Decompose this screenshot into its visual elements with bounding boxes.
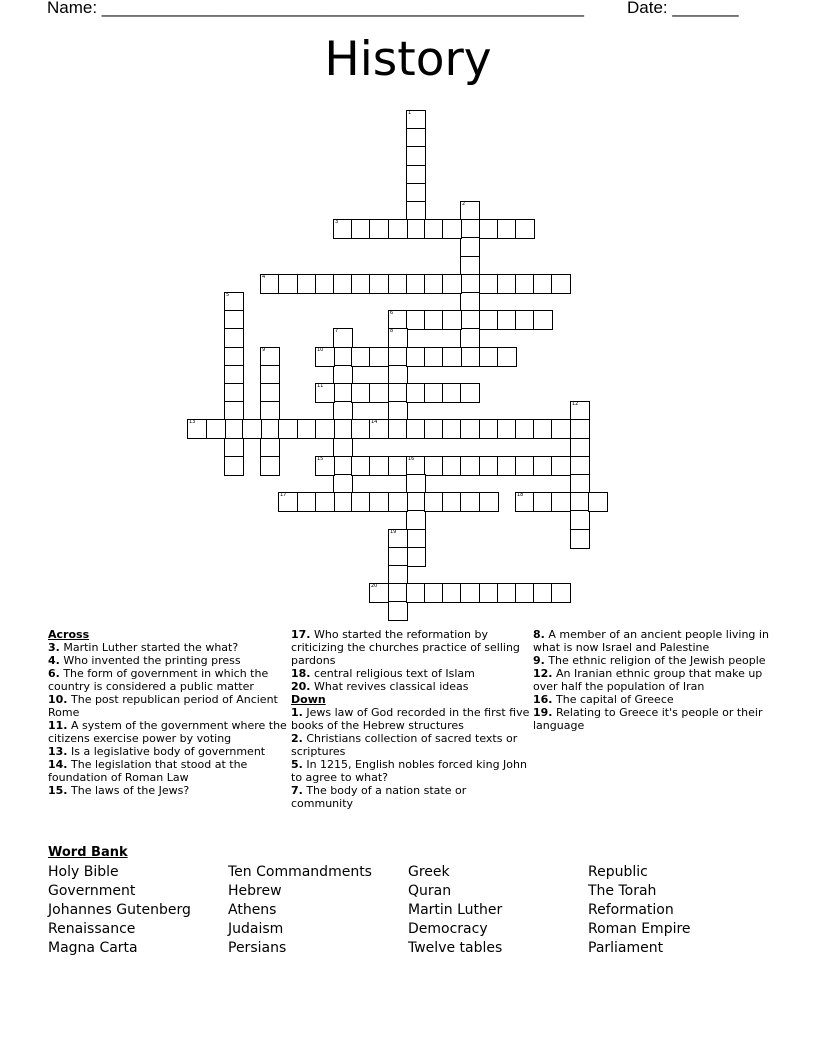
crossword-cell[interactable] <box>442 583 462 603</box>
crossword-cell[interactable] <box>406 110 426 130</box>
crossword-cell[interactable] <box>460 201 480 221</box>
crossword-cell[interactable] <box>297 419 317 439</box>
clue-number: 17. <box>291 628 311 641</box>
crossword-cell[interactable] <box>460 456 480 476</box>
crossword-cell[interactable] <box>570 529 590 549</box>
word-bank-title: Word Bank <box>48 845 128 860</box>
crossword-cell[interactable] <box>224 328 244 348</box>
clue-text: Christians collection of sacred texts or scriptures <box>291 732 518 758</box>
across-heading: Across <box>48 628 90 641</box>
clue-number: 17 <box>280 492 287 498</box>
crossword-cell[interactable] <box>497 583 517 603</box>
clue-number: 10 <box>317 347 324 353</box>
clue-text: In 1215, English nobles forced king John to agree to what? <box>291 758 527 784</box>
down-clue <box>533 706 773 732</box>
crossword-cell[interactable] <box>333 438 353 458</box>
header <box>47 0 747 20</box>
crossword-cell[interactable] <box>406 383 426 403</box>
crossword-cell[interactable] <box>406 146 426 166</box>
crossword-cell[interactable] <box>570 492 590 512</box>
crossword-cell[interactable] <box>424 219 444 239</box>
down-clue <box>533 693 773 706</box>
clue-text: The form of government in which the country is considered a public matter <box>48 667 269 693</box>
word-bank-item: Greek <box>408 864 450 880</box>
crossword-cell[interactable] <box>588 492 608 512</box>
clue-text: The body of a nation state or community <box>291 784 467 810</box>
crossword-cell[interactable] <box>515 419 535 439</box>
crossword-cell[interactable] <box>533 310 553 330</box>
crossword-cell[interactable] <box>260 456 280 476</box>
crossword-cell[interactable] <box>224 292 244 312</box>
clue-number: 19 <box>390 529 397 535</box>
crossword-cell[interactable] <box>388 419 408 439</box>
crossword-cell[interactable] <box>369 492 389 512</box>
clue-number: 18. <box>291 667 311 680</box>
crossword-cell[interactable] <box>551 456 571 476</box>
crossword-cell[interactable] <box>406 201 426 221</box>
crossword-cell[interactable] <box>460 492 480 512</box>
word-bank-item: Martin Luther <box>408 902 503 918</box>
word-bank-item: Renaissance <box>48 921 136 937</box>
crossword-cell[interactable] <box>424 492 444 512</box>
crossword-cell[interactable] <box>515 274 535 294</box>
down-clue <box>291 732 531 758</box>
clue-number: 13. <box>48 745 68 758</box>
crossword-cell[interactable] <box>424 583 444 603</box>
clue-number: 10. <box>48 693 68 706</box>
clue-number: 2. <box>291 732 303 745</box>
name-line[interactable]: Name: ___________________________________________________ <box>47 0 584 17</box>
word-bank-item: Ten Commandments <box>228 864 372 880</box>
crossword-cell[interactable] <box>333 419 353 439</box>
word-bank-column <box>48 863 223 958</box>
crossword-cell[interactable] <box>515 492 535 512</box>
clue-number: 8. <box>533 628 545 641</box>
crossword-cell[interactable] <box>224 419 244 439</box>
crossword-cell[interactable] <box>406 165 426 185</box>
crossword-cell[interactable] <box>406 510 426 530</box>
clue-text: Who invented the printing press <box>59 654 241 667</box>
crossword-cell[interactable] <box>351 347 371 367</box>
crossword-cell[interactable] <box>388 547 408 567</box>
word-bank-column <box>408 863 583 958</box>
crossword-cell[interactable] <box>460 274 480 294</box>
across-clue <box>48 693 288 719</box>
crossword-cell[interactable] <box>315 492 335 512</box>
down-heading: Down <box>291 693 326 706</box>
crossword-cell[interactable] <box>570 510 590 530</box>
crossword-cell[interactable] <box>460 328 480 348</box>
clue-number: 16. <box>533 693 553 706</box>
clue-text: The capital of Greece <box>552 693 674 706</box>
crossword-cell[interactable] <box>533 492 553 512</box>
across-clue <box>48 784 288 797</box>
word-bank-item: Holy Bible <box>48 864 119 880</box>
crossword-cell[interactable] <box>460 383 480 403</box>
crossword-cell[interactable] <box>333 347 353 367</box>
clues-column-1 <box>48 628 288 797</box>
crossword-cell[interactable] <box>369 456 389 476</box>
crossword-cell[interactable] <box>260 274 280 294</box>
crossword-cell[interactable] <box>224 347 244 367</box>
crossword-cell[interactable] <box>388 383 408 403</box>
crossword-cell[interactable] <box>224 365 244 385</box>
crossword-cell[interactable] <box>460 219 480 239</box>
down-clue <box>533 667 773 693</box>
word-bank-item: Johannes Gutenberg <box>48 902 191 918</box>
crossword-cell[interactable] <box>333 456 353 476</box>
crossword-cell[interactable] <box>333 401 353 421</box>
clue-number: 4 <box>262 274 266 280</box>
crossword-cell[interactable] <box>442 274 462 294</box>
crossword-cell[interactable] <box>424 310 444 330</box>
clue-number: 3 <box>335 219 339 225</box>
clue-number: 11. <box>48 719 68 732</box>
crossword-cell[interactable] <box>497 274 517 294</box>
crossword-cell[interactable] <box>460 310 480 330</box>
word-bank-column <box>228 863 403 958</box>
crossword-cell[interactable] <box>224 310 244 330</box>
crossword-cell[interactable] <box>369 583 389 603</box>
crossword-cell[interactable] <box>369 219 389 239</box>
crossword-cell[interactable] <box>479 219 499 239</box>
crossword-cell[interactable] <box>333 365 353 385</box>
word-bank-item: Reformation <box>588 902 674 918</box>
word-bank-item: Magna Carta <box>48 940 138 956</box>
crossword-cell[interactable] <box>533 274 553 294</box>
crossword-cell[interactable] <box>424 419 444 439</box>
crossword-cell[interactable] <box>515 583 535 603</box>
clue-number: 11 <box>317 383 324 389</box>
clue-number: 20. <box>291 680 311 693</box>
crossword-cell[interactable] <box>479 492 499 512</box>
crossword-cell[interactable] <box>315 383 335 403</box>
clue-number: 12 <box>572 401 579 407</box>
crossword-cell[interactable] <box>333 383 353 403</box>
crossword-cell[interactable] <box>406 274 426 294</box>
crossword-cell[interactable] <box>369 347 389 367</box>
crossword-cell[interactable] <box>406 128 426 148</box>
crossword-cell[interactable] <box>424 456 444 476</box>
crossword-cell[interactable] <box>224 456 244 476</box>
crossword-cell[interactable] <box>460 419 480 439</box>
crossword-cell[interactable] <box>551 583 571 603</box>
clue-number: 13 <box>189 419 196 425</box>
crossword-cell[interactable] <box>570 438 590 458</box>
down-clue <box>291 758 531 784</box>
crossword-cell[interactable] <box>533 583 553 603</box>
crossword-cell[interactable] <box>315 274 335 294</box>
clue-text: Jews law of God recorded in the first five books of the Hebrew structures <box>291 706 530 732</box>
clue-number: 19. <box>533 706 553 719</box>
crossword-cell[interactable] <box>551 419 571 439</box>
crossword-cell[interactable] <box>369 274 389 294</box>
crossword-cell[interactable] <box>533 456 553 476</box>
crossword-cell[interactable] <box>497 219 517 239</box>
date-line[interactable]: Date: _______ <box>627 0 739 17</box>
crossword-cell[interactable] <box>406 547 426 567</box>
crossword-cell[interactable] <box>297 274 317 294</box>
crossword-cell[interactable] <box>388 601 408 621</box>
clue-number: 5 <box>226 292 230 298</box>
crossword-cell[interactable] <box>424 347 444 367</box>
word-bank-item: Hebrew <box>228 883 282 899</box>
crossword-cell[interactable] <box>369 419 389 439</box>
crossword-cell[interactable] <box>260 419 280 439</box>
clue-text: What revives classical ideas <box>310 680 469 693</box>
crossword-cell[interactable] <box>406 419 426 439</box>
clue-number: 15 <box>317 456 324 462</box>
clue-text: Is a legislative body of government <box>67 745 266 758</box>
crossword-cell[interactable] <box>497 456 517 476</box>
clue-number: 12. <box>533 667 553 680</box>
across-clue <box>48 667 288 693</box>
clue-text: Relating to Greece it's people or their language <box>533 706 763 732</box>
crossword-cell[interactable] <box>260 383 280 403</box>
crossword-cell[interactable] <box>406 583 426 603</box>
word-bank-item: Persians <box>228 940 287 956</box>
crossword-cell[interactable] <box>442 419 462 439</box>
down-clue <box>533 628 773 654</box>
word-bank-item: Roman Empire <box>588 921 691 937</box>
crossword-cell[interactable] <box>260 438 280 458</box>
crossword-cell[interactable] <box>242 419 262 439</box>
across-clue <box>291 667 531 680</box>
crossword-cell[interactable] <box>460 583 480 603</box>
crossword-cell[interactable] <box>406 183 426 203</box>
crossword-cell[interactable] <box>388 456 408 476</box>
crossword-cell[interactable] <box>424 383 444 403</box>
clue-number: 14 <box>371 419 378 425</box>
crossword-cell[interactable] <box>406 456 426 476</box>
crossword-cell[interactable] <box>224 438 244 458</box>
clue-text: Martin Luther started the what? <box>59 641 239 654</box>
clue-number: 7 <box>335 328 339 334</box>
clue-number: 3. <box>48 641 60 654</box>
crossword-cell[interactable] <box>460 347 480 367</box>
crossword-cell[interactable] <box>497 310 517 330</box>
clues-column-3 <box>533 628 773 732</box>
word-bank-item: Democracy <box>408 921 488 937</box>
crossword-cell[interactable] <box>442 310 462 330</box>
crossword-cell[interactable] <box>388 219 408 239</box>
clue-text: central religious text of Islam <box>310 667 475 680</box>
clue-number: 15. <box>48 784 68 797</box>
crossword-cell[interactable] <box>442 347 462 367</box>
clues-column-2 <box>291 628 531 810</box>
clue-number: 6. <box>48 667 60 680</box>
clue-number: 4. <box>48 654 60 667</box>
crossword-cell[interactable] <box>479 274 499 294</box>
clue-text: The ethnic religion of the Jewish people <box>544 654 766 667</box>
crossword-cell[interactable] <box>333 219 353 239</box>
crossword-cell[interactable] <box>388 310 408 330</box>
across-clue <box>48 745 288 758</box>
crossword-cell[interactable] <box>551 492 571 512</box>
crossword-cell[interactable] <box>460 237 480 257</box>
crossword-cell[interactable] <box>206 419 226 439</box>
clue-number: 18 <box>517 492 524 498</box>
crossword-cell[interactable] <box>497 347 517 367</box>
crossword-cell[interactable] <box>187 419 207 439</box>
across-clue <box>291 628 531 667</box>
crossword-cell[interactable] <box>388 401 408 421</box>
crossword-cell[interactable] <box>278 274 298 294</box>
clue-number: 1. <box>291 706 303 719</box>
crossword-cell[interactable] <box>570 474 590 494</box>
crossword-cell[interactable] <box>442 383 462 403</box>
crossword-cell[interactable] <box>351 419 371 439</box>
down-clue <box>533 654 773 667</box>
crossword-cell[interactable] <box>388 583 408 603</box>
crossword-cell[interactable] <box>406 347 426 367</box>
crossword-cell[interactable] <box>369 383 389 403</box>
across-clue <box>48 641 288 654</box>
crossword-cell[interactable] <box>333 492 353 512</box>
clue-text: Who started the reformation by criticizing the churches practice of selling pardons <box>291 628 520 667</box>
crossword-cell[interactable] <box>333 274 353 294</box>
clue-text: A system of the government where the citizens exercise power by voting <box>48 719 287 745</box>
crossword-cell[interactable] <box>278 419 298 439</box>
crossword-cell[interactable] <box>315 419 335 439</box>
word-bank-item: Quran <box>408 883 452 899</box>
crossword-cell[interactable] <box>515 310 535 330</box>
clue-number: 7. <box>291 784 303 797</box>
crossword-cell[interactable] <box>479 456 499 476</box>
word-bank-column <box>588 863 763 958</box>
crossword-cell[interactable] <box>460 256 480 276</box>
crossword-cell[interactable] <box>479 347 499 367</box>
word-bank-item: Parliament <box>588 940 664 956</box>
crossword-cell[interactable] <box>351 219 371 239</box>
crossword-cell[interactable] <box>351 274 371 294</box>
crossword-cell[interactable] <box>278 492 298 512</box>
crossword-cell[interactable] <box>551 274 571 294</box>
crossword-cell[interactable] <box>406 492 426 512</box>
word-bank-item: Judaism <box>228 921 284 937</box>
word-bank-item: Republic <box>588 864 648 880</box>
crossword-cell[interactable] <box>388 347 408 367</box>
crossword-cell[interactable] <box>388 328 408 348</box>
crossword-cell[interactable] <box>315 456 335 476</box>
word-bank-item: Athens <box>228 902 277 918</box>
clue-number: 9 <box>262 347 266 353</box>
page-title: History <box>324 32 492 87</box>
crossword-cell[interactable] <box>406 474 426 494</box>
clue-text: The legislation that stood at the foundation of Roman Law <box>48 758 248 784</box>
crossword-cell[interactable] <box>479 419 499 439</box>
crossword-cell[interactable] <box>260 401 280 421</box>
crossword-cell[interactable] <box>260 347 280 367</box>
crossword-cell[interactable] <box>351 383 371 403</box>
crossword-cell[interactable] <box>351 492 371 512</box>
crossword-cell[interactable] <box>515 456 535 476</box>
crossword-cell[interactable] <box>388 365 408 385</box>
crossword-cell[interactable] <box>388 492 408 512</box>
crossword-cell[interactable] <box>388 529 408 549</box>
crossword-cell[interactable] <box>315 347 335 367</box>
crossword-cell[interactable] <box>388 565 408 585</box>
clue-number: 16 <box>408 456 415 462</box>
down-clue <box>291 784 531 810</box>
crossword-cell[interactable] <box>442 492 462 512</box>
crossword-cell[interactable] <box>388 274 408 294</box>
clue-number: 14. <box>48 758 68 771</box>
word-bank-item: The Torah <box>588 883 657 899</box>
clue-number: 5. <box>291 758 303 771</box>
across-clue <box>48 758 288 784</box>
crossword-cell[interactable] <box>224 383 244 403</box>
crossword-cell[interactable] <box>460 292 480 312</box>
crossword-cell[interactable] <box>515 219 535 239</box>
clue-text: An Iranian ethnic group that make up over half the population of Iran <box>533 667 763 693</box>
crossword-cell[interactable] <box>570 401 590 421</box>
across-clue <box>48 654 288 667</box>
word-bank-item: Government <box>48 883 136 899</box>
crossword-cell[interactable] <box>442 219 462 239</box>
crossword-cell[interactable] <box>333 474 353 494</box>
word-bank-item: Twelve tables <box>408 940 503 956</box>
crossword-cell[interactable] <box>497 419 517 439</box>
crossword-cell[interactable] <box>406 219 426 239</box>
crossword-cell[interactable] <box>479 310 499 330</box>
clue-number: 6 <box>390 310 394 316</box>
clue-number: 9. <box>533 654 545 667</box>
crossword-cell[interactable] <box>260 365 280 385</box>
crossword-cell[interactable] <box>570 419 590 439</box>
crossword-cell[interactable] <box>406 310 426 330</box>
across-clue <box>48 719 288 745</box>
clue-text: A member of an ancient people living in what is now Israel and Palestine <box>533 628 769 654</box>
crossword-cell[interactable] <box>333 328 353 348</box>
clue-text: The post republican period of Ancient Rome <box>48 693 278 719</box>
crossword-cell[interactable] <box>224 401 244 421</box>
clue-number: 2 <box>462 201 466 207</box>
crossword-cell[interactable] <box>479 583 499 603</box>
crossword-cell[interactable] <box>297 492 317 512</box>
crossword-cell[interactable] <box>533 419 553 439</box>
clue-text: The laws of the Jews? <box>67 784 190 797</box>
crossword-cell[interactable] <box>570 456 590 476</box>
clue-number: 20 <box>371 583 378 589</box>
clue-number: 8 <box>390 328 394 334</box>
down-clue <box>291 706 531 732</box>
across-clue <box>291 680 531 693</box>
crossword-cell[interactable] <box>351 456 371 476</box>
clue-number: 1 <box>408 110 412 116</box>
crossword-cell[interactable] <box>406 529 426 549</box>
crossword-cell[interactable] <box>442 456 462 476</box>
crossword-cell[interactable] <box>424 274 444 294</box>
